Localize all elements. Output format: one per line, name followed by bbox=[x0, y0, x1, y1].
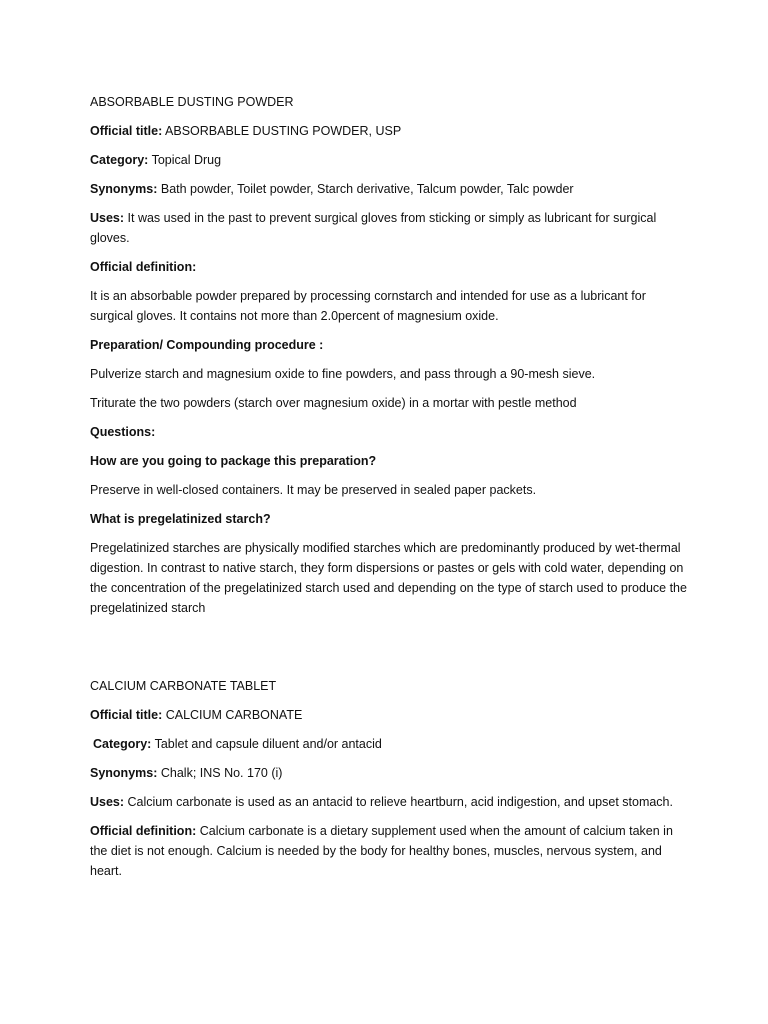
question: How are you going to package this preparation? bbox=[90, 454, 377, 468]
official-definition-label: Official definition: bbox=[90, 260, 197, 274]
question: What is pregelatinized starch? bbox=[90, 512, 271, 526]
category-value: Topical Drug bbox=[148, 153, 222, 167]
uses-label: Uses: bbox=[90, 211, 125, 225]
category-line bbox=[90, 150, 690, 170]
official-title-value: CALCIUM CARBONATE bbox=[162, 708, 303, 722]
official-definition-value: Calcium carbonate is a dietary supplement used when the amount of calcium taken in the diet is not enough. Calcium is needed by the body for healthy bones, muscles, nervous system, and heart. bbox=[90, 824, 673, 878]
official-definition-text: It is an absorbable powder prepared by processing cornstarch and intended for use as a lubricant for surgical gloves. It contains not more than 2.0percent of magnesium oxide. bbox=[90, 289, 646, 323]
uses-line bbox=[90, 208, 690, 248]
synonyms-label: Synonyms: bbox=[90, 182, 158, 196]
uses-value: Calcium carbonate is used as an antacid to relieve heartburn, acid indigestion, and upset stomach. bbox=[124, 795, 673, 809]
uses-line bbox=[90, 792, 690, 812]
synonyms-line bbox=[90, 179, 690, 199]
preparation-step: Pulverize starch and magnesium oxide to fine powders, and pass through a 90-mesh sieve. bbox=[90, 367, 596, 381]
official-title-value: ABSORBABLE DUSTING POWDER, USP bbox=[162, 124, 402, 138]
synonyms-label: Synonyms: bbox=[90, 766, 158, 780]
answer: Pregelatinized starches are physically modified starches which are predominantly produced by wet-thermal digestion. In contrast to native starch, they form dispersions or pastes or gels with cold water, depending on the concentration of the pregelatinized starch used and depending on the type of starch used to produce the pregelatinized starch bbox=[90, 541, 687, 615]
section-heading: ABSORBABLE DUSTING POWDER bbox=[90, 95, 294, 109]
official-title-line bbox=[90, 705, 690, 725]
category-label: Category: bbox=[90, 153, 149, 167]
official-title-label: Official title: bbox=[90, 708, 163, 722]
official-title-label: Official title: bbox=[90, 124, 163, 138]
official-definition-line bbox=[90, 821, 690, 881]
preparation-step: Triturate the two powders (starch over magnesium oxide) in a mortar with pestle method bbox=[90, 396, 577, 410]
category-label: Category: bbox=[93, 737, 152, 751]
section-spacer bbox=[90, 627, 690, 676]
synonyms-value: Bath powder, Toilet powder, Starch derivative, Talcum powder, Talc powder bbox=[157, 182, 574, 196]
uses-value: It was used in the past to prevent surgical gloves from sticking or simply as lubricant for surgical gloves. bbox=[90, 211, 657, 245]
answer: Preserve in well-closed containers. It may be preserved in sealed paper packets. bbox=[90, 483, 537, 497]
questions-label: Questions: bbox=[90, 425, 156, 439]
synonyms-line bbox=[90, 763, 690, 783]
document-page bbox=[90, 92, 690, 890]
category-line bbox=[90, 734, 690, 754]
category-value: Tablet and capsule diluent and/or antacid bbox=[151, 737, 382, 751]
official-title-line bbox=[90, 121, 690, 141]
uses-label: Uses: bbox=[90, 795, 125, 809]
synonyms-value: Chalk; INS No. 170 (i) bbox=[157, 766, 283, 780]
preparation-label: Preparation/ Compounding procedure : bbox=[90, 338, 324, 352]
official-definition-label: Official definition: bbox=[90, 824, 197, 838]
section-heading: CALCIUM CARBONATE TABLET bbox=[90, 679, 277, 693]
